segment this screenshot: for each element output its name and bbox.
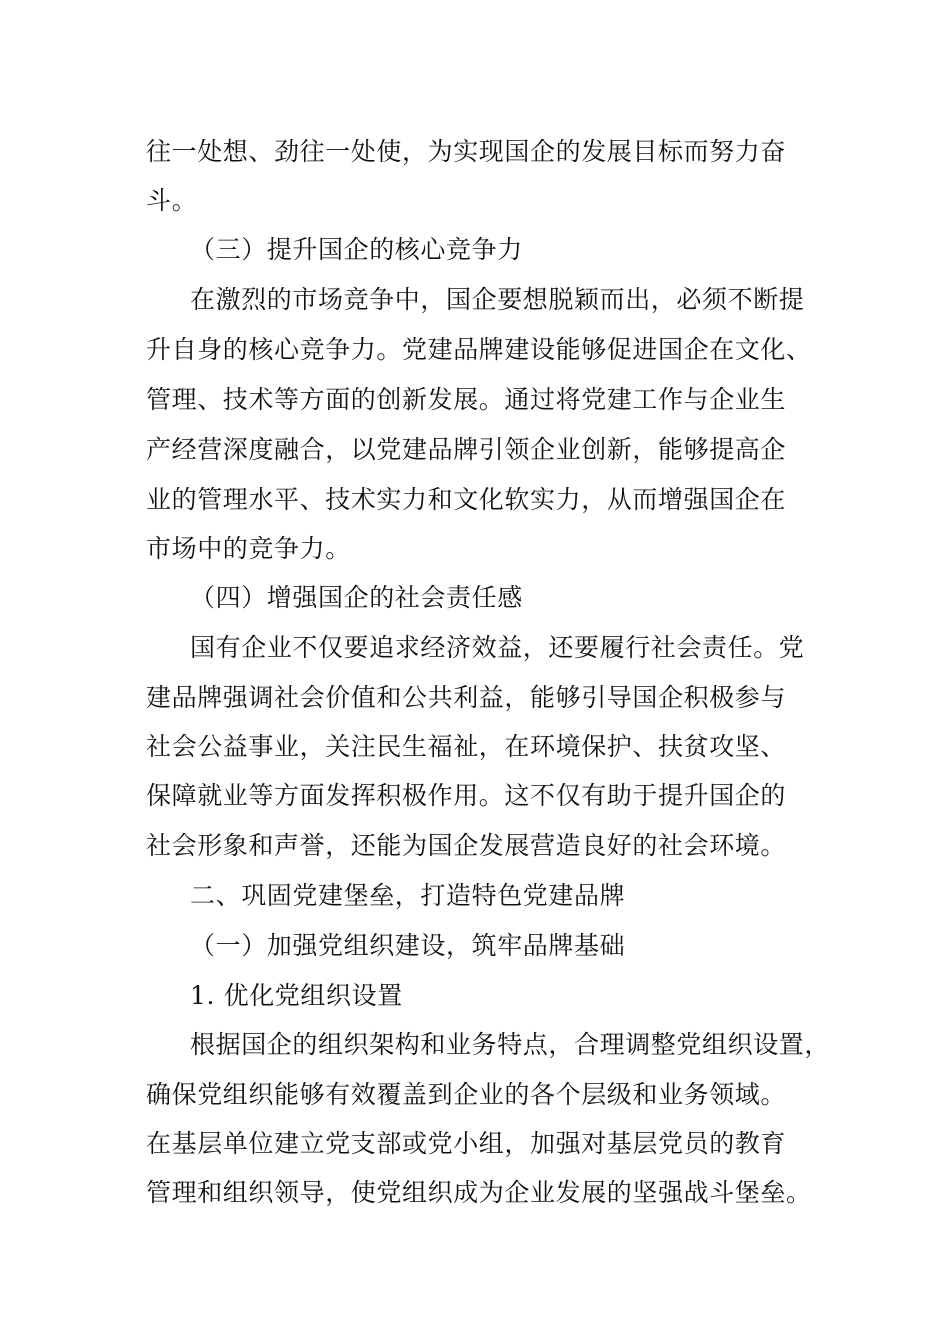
text-line: 保障就业等方面发挥积极作用。这不仅有助于提升国企的 (146, 781, 787, 810)
text-line: 根据国企的组织架构和业务特点，合理调整党组织设置， (190, 1030, 831, 1059)
section-heading: （四）增强国企的社会责任感 (190, 583, 523, 612)
text-line: 建品牌强调社会价值和公共利益，能够引导国企积极参与 (146, 683, 787, 712)
subsection-heading: 1. 优化党组织设置 (190, 981, 403, 1010)
text-line: 确保党组织能够有效覆盖到企业的各个层级和业务领域。 (146, 1080, 787, 1109)
chapter-heading: 二、巩固党建堡垒，打造特色党建品牌 (190, 881, 626, 910)
text-line: 管理和组织领导，使党组织成为企业发展的坚强战斗堡垒。 (146, 1178, 812, 1207)
section-heading: （一）加强党组织建设，筑牢品牌基础 (190, 931, 626, 960)
text-line: 国有企业不仅要追求经济效益，还要履行社会责任。党 (190, 633, 805, 662)
text-line: 在基层单位建立党支部或党小组，加强对基层党员的教育 (146, 1129, 787, 1158)
text-line: 社会形象和声誉，还能为国企发展营造良好的社会环境。 (146, 831, 787, 860)
text-line: 产经营深度融合，以党建品牌引领企业创新，能够提高企 (146, 435, 787, 464)
text-line: 往一处想、劲往一处使，为实现国企的发展目标而努力奋 (146, 137, 787, 166)
text-line: 升自身的核心竞争力。党建品牌建设能够促进国企在文化、 (146, 335, 812, 364)
text-line: 市场中的竞争力。 (146, 534, 351, 563)
text-line: 业的管理水平、技术实力和文化软实力，从而增强国企在 (146, 485, 787, 514)
text-line: 社会公益事业，关注民生福祉，在环境保护、扶贫攻坚、 (146, 732, 787, 761)
text-line: 在激烈的市场竞争中，国企要想脱颖而出，必须不断提 (190, 285, 805, 314)
text-line: 斗。 (146, 186, 198, 215)
text-line: 管理、技术等方面的创新发展。通过将党建工作与企业生 (146, 385, 787, 414)
section-heading: （三）提升国企的核心竞争力 (190, 235, 523, 264)
